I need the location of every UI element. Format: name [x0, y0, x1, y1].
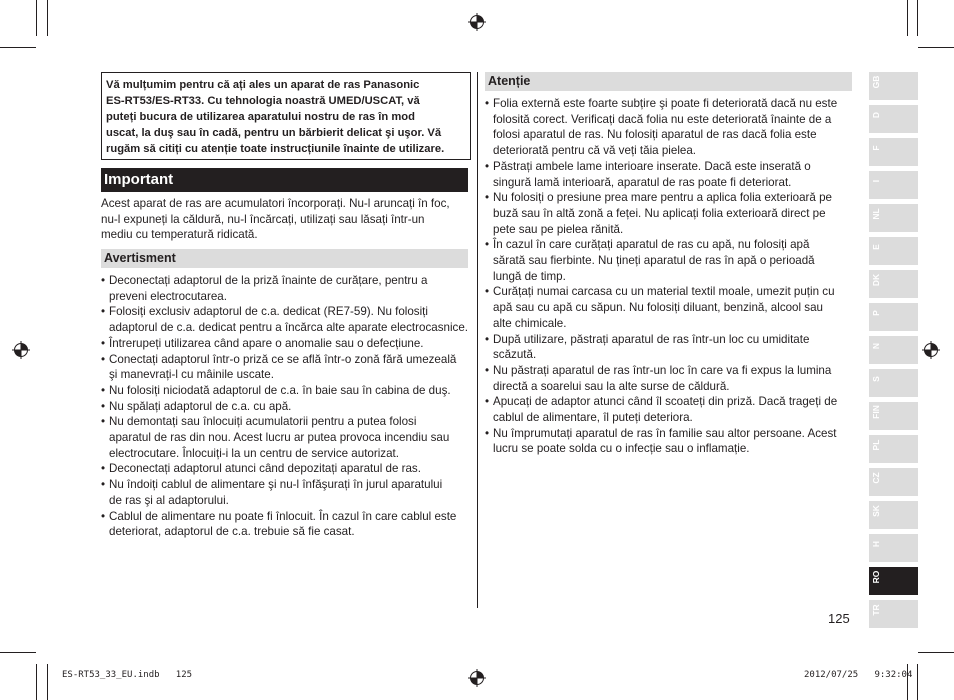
language-tab-label: D	[871, 111, 881, 119]
list-item	[485, 284, 837, 331]
list-item-line: preveni electrocutarea.	[109, 289, 227, 303]
list-item-line: aparatul de ras din nou. Acest lucru ar putea provoca incendiu sau	[109, 431, 450, 445]
list-item-line: • Nu păstrați aparatul de ras într-un loc în care va fi expus la lumina	[493, 363, 832, 377]
list-item-line: pete sau pe pielea rănită.	[493, 222, 624, 236]
list-item-line: • Apucați de adaptor atunci când îl scoateți din priză. Dacă trageți de	[493, 395, 838, 409]
list-item	[485, 426, 837, 457]
language-tab-label: H	[871, 540, 881, 548]
language-tab-label: N	[871, 342, 881, 350]
language-tab-e[interactable]	[869, 237, 918, 265]
list-item-line: • Nu spălați adaptorul de c.a. cu apă.	[109, 399, 292, 413]
list-item-line: • Păstrați ambele lame interioare inserate. Dacă este inserată o	[493, 159, 811, 173]
language-tab-label: DK	[871, 273, 881, 287]
language-tab-gb[interactable]	[869, 72, 918, 100]
list-item-line: • Curățați numai carcasa cu un material textil moale, umezit puțin cu	[493, 285, 835, 299]
list-item-line: şi manevrați-l cu mâinile uscate.	[109, 368, 274, 382]
language-tab-s[interactable]	[869, 369, 918, 397]
crop-mark	[36, 0, 37, 36]
list-item-line: • Folia externă este foarte subțire şi poate fi deteriorată dacă nu este	[493, 97, 838, 110]
list-item	[485, 394, 837, 425]
list-item-line: cablul de alimentare, îl puteți deteriora.	[493, 411, 693, 425]
list-item	[101, 273, 468, 304]
language-tab-label: CZ	[871, 472, 881, 484]
list-item-line: sărată sau fierbinte. Nu țineți aparatul de ras în apă o perioadă	[493, 254, 815, 268]
list-item-line: lucru se poate solda cu o infecție sau o inflamație.	[493, 442, 750, 456]
page-number: 125	[828, 611, 850, 626]
list-item-line: de ras şi al adaptorului.	[109, 493, 229, 507]
list-item-line: • Deconectați adaptorul de la priză înainte de curățare, pentru a	[109, 274, 428, 287]
list-item	[101, 414, 468, 461]
list-item-line: deteriorat, adaptorul de c.a. trebuie să fie casat.	[109, 525, 355, 539]
language-tab-label: SK	[871, 505, 881, 517]
language-tab-ro[interactable]	[869, 567, 918, 595]
list-item-line: adaptorul de c.a. dedicat pentru a încărca alte aparate electrocasnice.	[109, 321, 468, 335]
language-tab-label: PL	[871, 439, 881, 451]
language-tab-label: E	[871, 244, 881, 250]
language-tab-label: FIN	[871, 405, 881, 419]
intro-line: Vă mulțumim pentru că ați ales un aparat de ras Panasonic	[106, 79, 420, 91]
list-item-line: • În cazul în care curățați aparatul de ras cu apă, nu folosiți apă	[493, 238, 810, 252]
list-item	[485, 96, 837, 159]
list-item-line: • Nu folosiți niciodată adaptorul de c.a. în baie sau în cabina de duş.	[109, 383, 451, 397]
important-text	[101, 196, 450, 243]
list-item-line: buză sau în altă zonă a feței. Nu aplicați folia exterioară direct pe	[493, 206, 826, 220]
language-tab-label: NL	[871, 208, 881, 220]
list-item	[485, 190, 837, 237]
crop-mark	[36, 664, 37, 700]
list-item-line: lungă de timp.	[493, 269, 566, 283]
intro-line: rugăm să citiți cu atenție toate instrucțiunile înainte de utilizare.	[106, 143, 445, 155]
list-item-line: apă sau cu apă cu săpun. Nu folosiți diluant, benzină, alcool sau	[493, 301, 823, 315]
language-tab-p[interactable]	[869, 303, 918, 331]
language-tab-i[interactable]	[869, 171, 918, 199]
language-tab-nl[interactable]	[869, 204, 918, 232]
crop-mark	[47, 664, 48, 700]
important-line: nu-l expuneți la căldură, nu-l încărcați, utilizați sau lăsați într-un	[101, 212, 425, 226]
list-item-line: • Nu împrumutați aparatul de ras în familie sau altor persoane. Acest	[493, 426, 837, 440]
language-tab-d[interactable]	[869, 105, 918, 133]
language-tab-n[interactable]	[869, 336, 918, 364]
list-item-line: folosi aparatul de ras. Nu folosiți aparatul de ras dacă folia este	[493, 128, 817, 142]
intro-box	[101, 72, 471, 160]
list-item	[485, 363, 837, 394]
language-tab-label: TR	[871, 604, 881, 616]
language-tab-label: F	[871, 145, 881, 151]
list-item	[485, 332, 837, 363]
list-item-line: • Folosiți exclusiv adaptorul de c.a. dedicat (RE7-59). Nu folosiți	[109, 305, 428, 319]
language-tab-tr[interactable]	[869, 600, 918, 628]
list-item-line: scăzută.	[493, 348, 537, 362]
language-tab-label: S	[871, 376, 881, 382]
list-item	[101, 477, 468, 508]
footer-datetime: 2012/07/25 9:32:04	[804, 670, 913, 680]
crop-mark	[907, 0, 908, 36]
list-item	[101, 383, 468, 399]
list-item-line: • Întrerupeți utilizarea când apare o anomalie sau o defecțiune.	[109, 336, 424, 350]
warning-list	[101, 273, 468, 540]
warning-heading: Avertisment	[101, 249, 468, 268]
list-item-line: singură lamă interioară, aparatul de ras poate fi deteriorat.	[493, 175, 792, 189]
crop-mark	[918, 47, 954, 48]
list-item-line: • Deconectați adaptorul atunci când depozitați aparatul de ras.	[109, 462, 421, 476]
language-tab-label: I	[871, 179, 881, 183]
important-line: mediu cu temperatură ridicată.	[101, 228, 258, 241]
language-tab-label: GB	[871, 75, 881, 89]
crop-mark	[917, 664, 918, 700]
crop-mark	[47, 0, 48, 36]
caution-list	[485, 96, 837, 457]
language-tab-sk[interactable]	[869, 501, 918, 529]
list-item-line: folosită corect. Verificați dacă folia nu este deteriorată înainte de a	[493, 112, 832, 126]
list-item	[101, 304, 468, 335]
registration-mark-icon	[12, 341, 30, 359]
crop-mark	[917, 0, 918, 36]
intro-line: uscat, la duş sau în cadă, pentru un bărbierit delicat şi uşor. Vă	[106, 127, 442, 139]
list-item-line: • Nu demontați sau înlocuiți acumulatorii pentru a putea folosi	[109, 415, 417, 429]
registration-mark-icon	[922, 341, 940, 359]
list-item	[101, 399, 468, 415]
registration-mark-icon	[468, 13, 486, 31]
list-item-line: • Nu folosiți o presiune prea mare pentru a aplica folia exterioară pe	[493, 191, 832, 205]
intro-line: ES-RT53/ES-RT33. Cu tehnologia noastră UMED/USCAT, vă	[106, 95, 420, 107]
crop-mark	[0, 47, 36, 48]
list-item-line: • Nu îndoiți cablul de alimentare şi nu-l înfăşurați în jurul aparatului	[109, 478, 443, 492]
list-item-line: • Cablul de alimentare nu poate fi înlocuit. În cazul în care cablul este	[109, 509, 457, 523]
language-tab-label: P	[871, 310, 881, 316]
language-tabs	[869, 72, 918, 633]
important-heading: Important	[101, 168, 468, 192]
list-item	[101, 509, 468, 540]
list-item	[101, 352, 468, 383]
list-item-line: electrocutare. Înlocuiți-i la un centru de service autorizat.	[109, 446, 399, 460]
language-tab-h[interactable]	[869, 534, 918, 562]
caution-heading: Atenție	[485, 72, 852, 91]
list-item	[485, 159, 837, 190]
language-tab-fin[interactable]	[869, 402, 918, 430]
language-tab-cz[interactable]	[869, 468, 918, 496]
footer-file: ES-RT53_33_EU.indb 125	[62, 670, 193, 680]
list-item	[485, 237, 837, 284]
registration-mark-icon	[468, 669, 486, 687]
language-tab-label: RO	[871, 570, 881, 584]
list-item-line: • Conectați adaptorul într-o priză ce se află într-o zonă fără umezeală	[109, 352, 457, 366]
list-item-line: directă a soarelui sau la alte surse de căldură.	[493, 379, 730, 393]
list-item-line: • După utilizare, păstrați aparatul de ras într-un loc cu umiditate	[493, 332, 810, 346]
list-item-line: alte chimicale.	[493, 316, 567, 330]
list-item	[101, 461, 468, 477]
crop-mark	[0, 652, 36, 653]
language-tab-f[interactable]	[869, 138, 918, 166]
list-item	[101, 336, 468, 352]
language-tab-pl[interactable]	[869, 435, 918, 463]
crop-mark	[918, 652, 954, 653]
column-divider	[477, 72, 478, 608]
intro-line: puteți bucura de utilizarea aparatului nostru de ras în mod	[106, 111, 415, 123]
list-item-line: deteriorată pentru că vă veți tăia pielea.	[493, 144, 697, 158]
important-line: Acest aparat de ras are acumulatori încorporați. Nu-l aruncați în foc,	[101, 197, 450, 210]
language-tab-dk[interactable]	[869, 270, 918, 298]
